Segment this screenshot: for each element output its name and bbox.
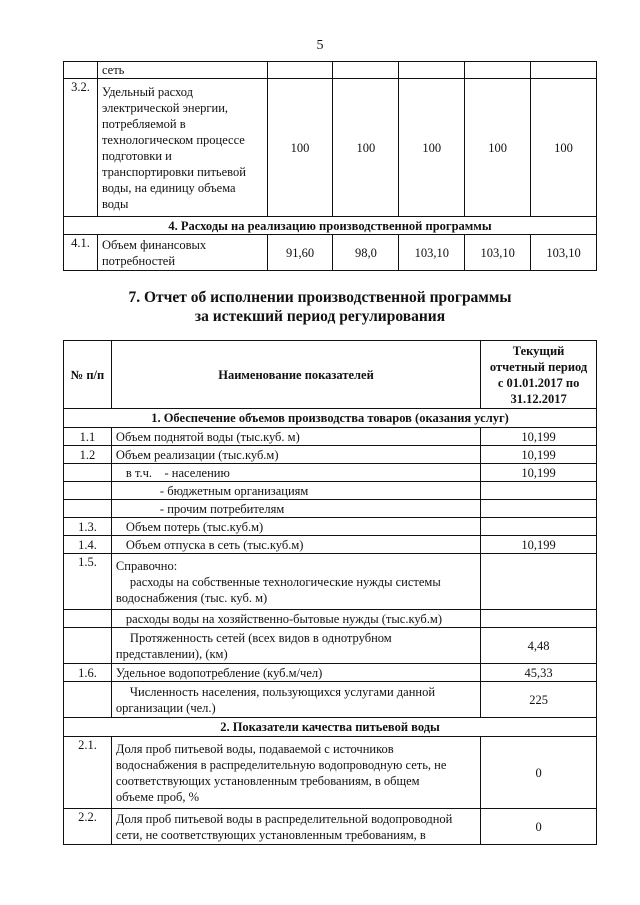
indicator-name: Объем потерь (тыс.куб.м) bbox=[111, 518, 480, 536]
indicator-name-line: Удельный расход bbox=[101, 84, 194, 99]
indicator-name bbox=[111, 464, 480, 482]
value-cell bbox=[267, 62, 333, 79]
value-cell: 100 bbox=[465, 79, 531, 217]
indicator-name-line: водоснабжения в распределительную водопроводную сеть, не bbox=[115, 757, 447, 772]
table-row bbox=[64, 737, 597, 809]
header-row bbox=[64, 341, 597, 409]
table-row bbox=[64, 536, 597, 554]
value-cell: 225 bbox=[481, 682, 597, 718]
table-row bbox=[64, 446, 597, 464]
row-number: 1.6. bbox=[64, 664, 112, 682]
indicator-name-line: потребляемой в bbox=[101, 116, 186, 131]
indicator-name bbox=[97, 62, 267, 79]
value-cell: 98,0 bbox=[333, 235, 399, 271]
value-cell bbox=[481, 610, 597, 628]
value-cell: 10,199 bbox=[481, 464, 597, 482]
row-number: 2.1. bbox=[64, 737, 112, 809]
report-title bbox=[0, 288, 640, 326]
value-cell: 103,10 bbox=[399, 235, 465, 271]
indicator-name bbox=[97, 235, 267, 271]
row-number: 3.2. bbox=[64, 79, 98, 217]
indicator-name-line: подготовки и bbox=[101, 148, 172, 163]
header-period-line: Текущий bbox=[512, 343, 565, 358]
value-cell: 0 bbox=[481, 809, 597, 845]
value-cell bbox=[481, 500, 597, 518]
value-cell: 10,199 bbox=[481, 446, 597, 464]
indicator-name bbox=[97, 79, 267, 217]
indicator-name-line: воды, на единицу объема bbox=[101, 180, 236, 195]
value-cell: 103,10 bbox=[465, 235, 531, 271]
indicator-name: - прочим потребителям bbox=[111, 500, 480, 518]
row-number: 4.1. bbox=[64, 235, 98, 271]
table-row bbox=[64, 62, 597, 79]
header-name: Наименование показателей bbox=[111, 341, 480, 409]
row-number bbox=[64, 682, 112, 718]
row-number bbox=[64, 482, 112, 500]
value-cell bbox=[481, 482, 597, 500]
value-cell: 91,60 bbox=[267, 235, 333, 271]
row-number bbox=[64, 500, 112, 518]
row-number: 1.3. bbox=[64, 518, 112, 536]
indicator-name-line: Объем финансовых bbox=[101, 237, 207, 252]
row-number: 1.4. bbox=[64, 536, 112, 554]
table-row bbox=[64, 809, 597, 845]
report-table bbox=[63, 340, 597, 845]
row-number bbox=[64, 62, 98, 79]
header-number: № п/п bbox=[64, 341, 112, 409]
value-cell: 100 bbox=[531, 79, 597, 217]
report-title-line: за истекший период регулирования bbox=[194, 308, 446, 325]
value-cell: 103,10 bbox=[531, 235, 597, 271]
indicator-name-line: расходы на собственные технологические нужды системы bbox=[129, 574, 441, 589]
table-row bbox=[64, 500, 597, 518]
indicator-name: Объем поднятой воды (тыс.куб. м) bbox=[111, 428, 480, 446]
value-cell bbox=[465, 62, 531, 79]
indicator-name bbox=[111, 809, 480, 845]
section-heading: 1. Обеспечение объемов производства товаров (оказания услуг) bbox=[64, 409, 597, 428]
indicator-name-line: Протяженность сетей (всех видов в однотрубном bbox=[129, 630, 392, 645]
indicator-name bbox=[111, 682, 480, 718]
header-period-line: с 01.01.2017 по bbox=[497, 375, 580, 390]
indicator-name-line: организации (чел.) bbox=[115, 700, 216, 715]
indicator-name: Объем отпуска в сеть (тыс.куб.м) bbox=[111, 536, 480, 554]
value-cell: 4,48 bbox=[481, 628, 597, 664]
header-period-line: отчетный период bbox=[489, 359, 588, 374]
value-cell: 0 bbox=[481, 737, 597, 809]
indicator-name-line: Доля проб питьевой воды в распределительной водопроводной bbox=[115, 811, 453, 826]
section-row bbox=[64, 217, 597, 235]
section-heading: 2. Показатели качества питьевой воды bbox=[64, 718, 597, 737]
page-number: 5 bbox=[316, 38, 324, 53]
table-row bbox=[64, 682, 597, 718]
indicator-name-line: объеме проб, % bbox=[115, 789, 200, 804]
indicator-name-line: соответствующих установленным требованиям, в общем bbox=[115, 773, 420, 788]
header-period bbox=[481, 341, 597, 409]
reference-label: Справочно: bbox=[115, 558, 178, 573]
table-row bbox=[64, 482, 597, 500]
indicator-name-line: технологическом процессе bbox=[101, 132, 245, 147]
row-number: 1.1 bbox=[64, 428, 112, 446]
indicator-name bbox=[111, 628, 480, 664]
indicator-name-line: представлении), (км) bbox=[115, 646, 228, 661]
row-number bbox=[64, 610, 112, 628]
row-number bbox=[64, 628, 112, 664]
indicator-name-text: - населению bbox=[164, 465, 230, 480]
section-heading: 4. Расходы на реализацию производственной программы bbox=[64, 217, 597, 235]
table-row bbox=[64, 518, 597, 536]
table-row bbox=[64, 628, 597, 664]
value-cell: 10,199 bbox=[481, 428, 597, 446]
row-number: 1.2 bbox=[64, 446, 112, 464]
table-row bbox=[64, 664, 597, 682]
section-row bbox=[64, 409, 597, 428]
value-cell bbox=[481, 518, 597, 536]
section-row bbox=[64, 718, 597, 737]
row-number: 2.2. bbox=[64, 809, 112, 845]
indicator-name-line: сеть bbox=[101, 63, 125, 77]
value-cell: 100 bbox=[333, 79, 399, 217]
indicator-name: - бюджетным организациям bbox=[111, 482, 480, 500]
indicator-name bbox=[111, 554, 480, 610]
table-row bbox=[64, 235, 597, 271]
value-cell: 10,199 bbox=[481, 536, 597, 554]
value-cell: 45,33 bbox=[481, 664, 597, 682]
table-row bbox=[64, 79, 597, 217]
value-cell: 100 bbox=[399, 79, 465, 217]
indicator-name-line: транспортировки питьевой bbox=[101, 164, 246, 179]
value-cell bbox=[531, 62, 597, 79]
value-cell bbox=[481, 554, 597, 610]
indicator-name: Удельное водопотребление (куб.м/чел) bbox=[111, 664, 480, 682]
report-title-line: 7. Отчет об исполнении производственной программы bbox=[128, 289, 512, 306]
table-row bbox=[64, 554, 597, 610]
value-cell: 100 bbox=[267, 79, 333, 217]
indicator-name-line: воды bbox=[101, 196, 129, 211]
table-row bbox=[64, 464, 597, 482]
indicator-name-line: электрической энергии, bbox=[101, 100, 229, 115]
header-period-line: 31.12.2017 bbox=[510, 391, 567, 406]
value-cell bbox=[333, 62, 399, 79]
program-indicators-table bbox=[63, 61, 597, 271]
including-prefix: в т.ч. bbox=[125, 465, 153, 480]
indicator-name: расходы воды на хозяйственно-бытовые нужды (тыс.куб.м) bbox=[111, 610, 480, 628]
indicator-name-line: сети, не соответствующих установленным требованиям, в bbox=[115, 827, 426, 842]
indicator-name-line: Доля проб питьевой воды, подаваемой с источников bbox=[115, 741, 394, 756]
indicator-name-line: Численность населения, пользующихся услугами данной bbox=[129, 684, 436, 699]
value-cell bbox=[399, 62, 465, 79]
row-number: 1.5. bbox=[64, 554, 112, 610]
indicator-name-line: водоснабжения (тыс. куб. м) bbox=[115, 590, 268, 605]
row-number bbox=[64, 464, 112, 482]
indicator-name bbox=[111, 737, 480, 809]
indicator-name-line: потребностей bbox=[101, 253, 176, 268]
indicator-name: Объем реализации (тыс.куб.м) bbox=[111, 446, 480, 464]
table-row bbox=[64, 610, 597, 628]
table-row bbox=[64, 428, 597, 446]
